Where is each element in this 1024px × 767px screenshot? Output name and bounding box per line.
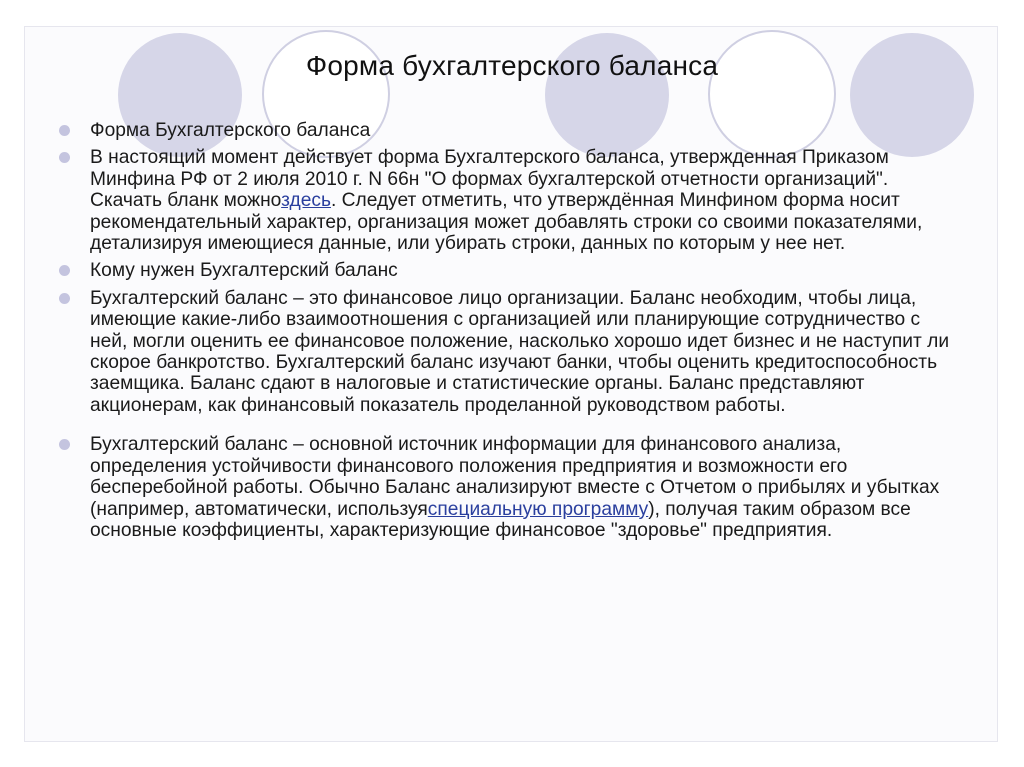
bullet-text: В настоящий момент действует форма Бухгалтерского баланса, утвержденная Приказом Минфина РФ от 2 июля 2010 г. N 66н "О формах бухгалтерской отчетности организаций". Скачать бланк можно [90,147,889,212]
bullet-item [90,120,950,141]
bullet-dot-icon [59,293,70,304]
bullet-list [90,120,950,547]
bullet-text: Форма Бухгалтерского баланса [90,120,371,141]
bullet-dot-icon [59,125,70,136]
download-link[interactable]: здесь [281,190,331,212]
bullet-item [90,434,950,541]
bullet-item [90,147,950,254]
bullet-item [90,260,950,281]
bullet-text: Кому нужен Бухгалтерский баланс [90,260,398,282]
program-link[interactable]: специальную программу [427,498,649,520]
bullet-item [90,288,950,416]
bullet-text-continued: . Следует отметить, что утверждённая Минфином форма носит рекомендательный характер, организация может добавлять строки со своими показателями, детализируя имеющиеся данные, или убирать строки, данных по которым у нее нет. [90,190,923,255]
bullet-text: Бухгалтерский баланс – это финансовое лицо организации. Баланс необходим, чтобы лица, имеющие какие-либо взаимоотношения с организацией или планирующие сотрудничество с ней, могли оценить ее финансовое положение, насколько хорошо идет бизнес и не наступит ли скорое банкротство. Бухгалтерский баланс изучают банки, чтобы оценить кредитоспособность заемщика. Баланс сдают в налоговые и статистические органы. Баланс представляют акционерам, как финансовый показатель проделанной руководством работы. [90,287,950,416]
slide-title: Форма бухгалтерского баланса [305,50,719,81]
bullet-text-continued: ), получая таким образом все основные коэффициенты, характеризующие финансовое "здоровье" предприятия. [90,498,911,541]
bullet-text: Бухгалтерский баланс – основной источник информации для финансового анализа, определения устойчивости финансового положения предприятия и возможности его бесперебойной работы. Обычно Баланс анализируют вместе с Отчетом о прибылях и убытках (например, автоматически, используя [90,434,940,520]
